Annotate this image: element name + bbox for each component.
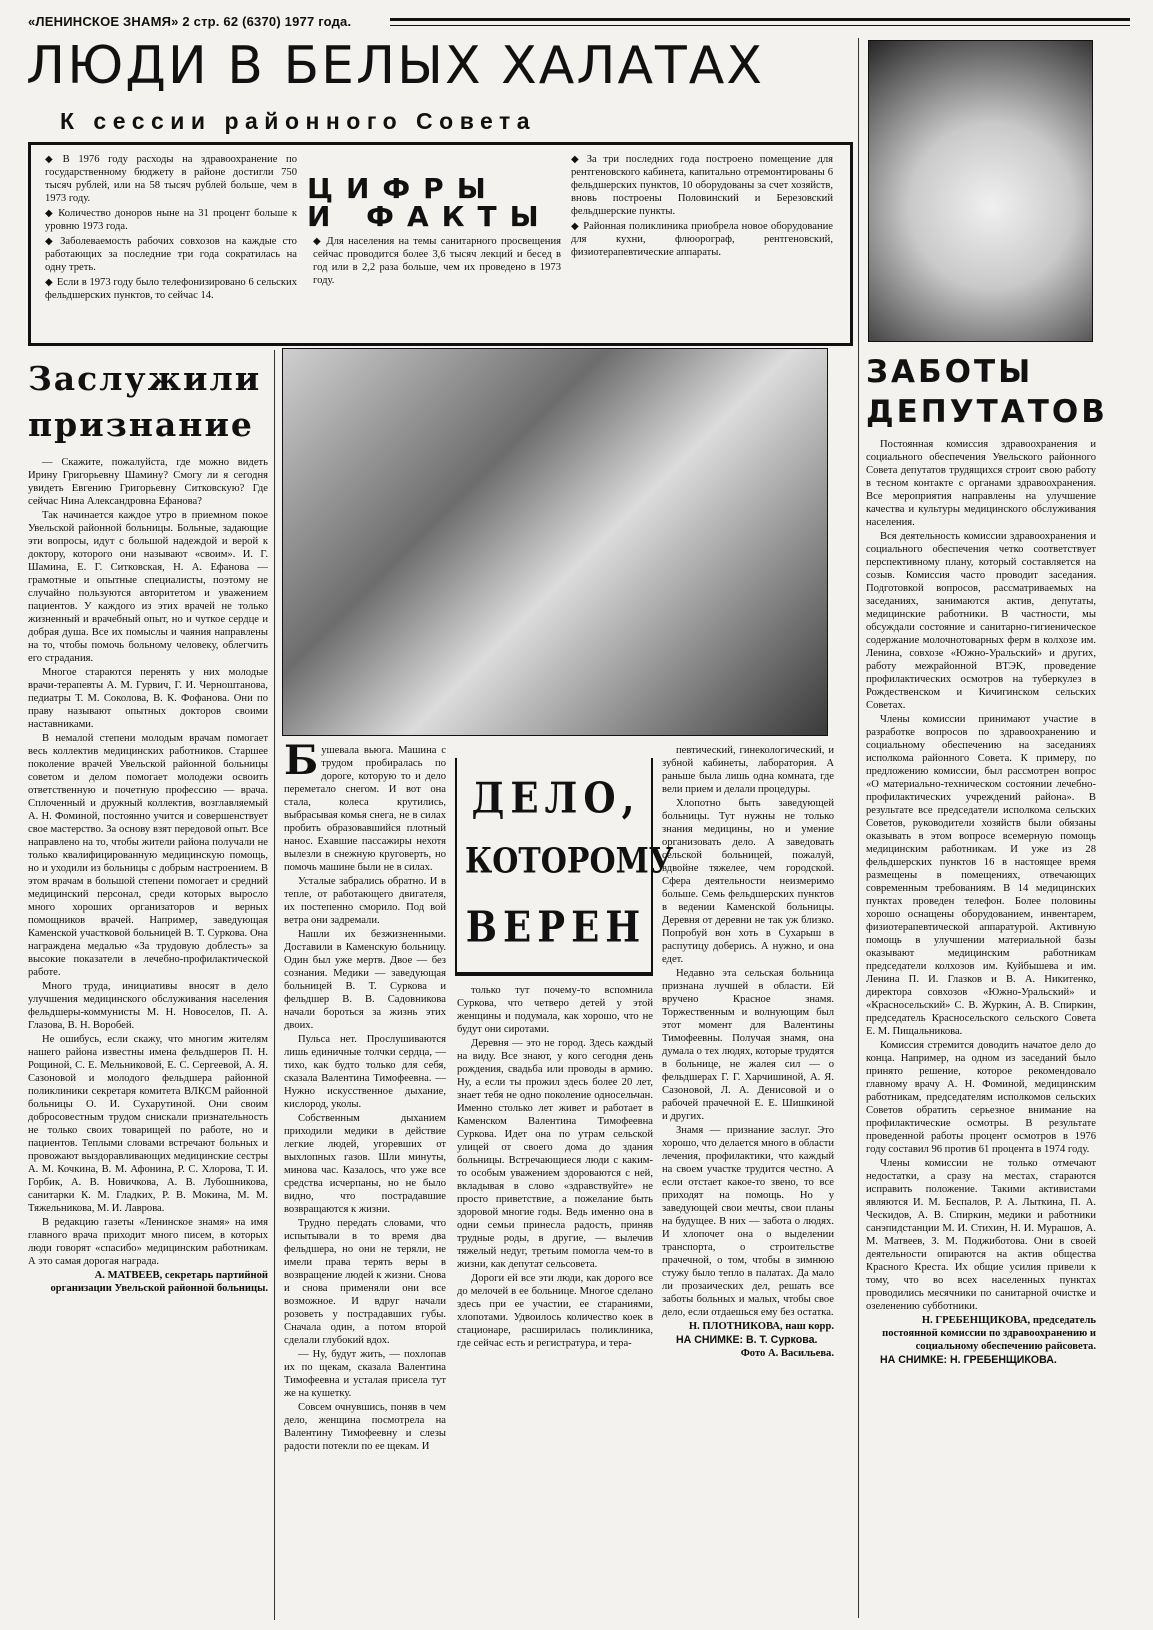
article-recognition-body: — Скажите, пожалуйста, где можно видеть Ирину Григорьевну Шамину? Смогу ли я сегодня увидеть Евгению Григорьевну Ситковскую? Где сейчас Нина Александровна Ефанова? Так начинается каждое утро в приемном покое Увельской районной больницы. Больные, задающие эти вопросы, идут с большой надеждой и верой к доктору, которого они называют «своим». И. Г. Шамина, Е. Г. Ситковская, Н. А. Ефанова — грамотные и опытные специалисты, поэтому не случайно пользуются авторитетом и уважением пациентов. У каждого из этих врачей не только жизненный и врачебный опыт, но и чуткое сердце и добрая душа. Все их помыслы и чаяния направлены на то, чтобы помочь больному человеку, облегчить его страдания. Многое стараются перенять у них молодые врачи-терапевты А. М. Гурвич, Г. И. Черноштанова, педиатры Т. М. Соколова, В. К. Фофанова. Они по праву называют опытных докторов своими наставниками. В немалой степени молодым врачам помогает весь коллектив медицинских работников. Старшее поколение врачей Увельской районной больницы советом и делом помогает молодежи освоить ответственную и почетную профессию — врача. Сплоченный и дружный коллектив, возглавляемый А. Н. Фоминой, постоянно учится и совершенствует свое мастерство. За основу взят передовой опыт. Все направлено на то, чтобы жители района получали не только квалифицированную медицинскую помощь, но и уходили из больницы с добрым настроением. В этом врачам в большой степени помогает и средний медицинский персонал, среди которых выросло много хороших организаторов и верных помощников врачей. Например, заведующая Каменской участковой больницей В. Т. Суркова. Она награждена медалью «За трудовую доблесть» за высокие показатели в лечебно-профилактической работе. Много труда, инициативы вносят в дело улучшения медицинского обслуживания населения фельдшеры-коммунисты М. Н. Новоселов, П. А. Глазова, В. Н. Воробей. Не ошибусь, если скажу, что многим жителям нашего района известны имена фельдшеров П. Н. Рощиной, С. Е. Мельниковой, Е. С. Сергеевой, А. Я. Сазоновой и молодого фельдшера районной поликлиники секретаря комитета ВЛКСМ районной больницы О. И. Сухарутиной. Они своим добросовестным трудом снискали признательность не только своих товарищей по работе, но и пациентов. Теплыми словами встречают больных и провожают выздоравливающих медицинские сестры А. М. Кочкина, В. М. Афонина, Р. С. Хлорова, Т. И. Горбик, А. В. Новичкова, А. В. Лубошникова, санитарки К. М. Гладких, Р. В. Мокина, М. М. Тяжельникова, М. И. Лаврова. В редакцию газеты «Ленинское знамя» на имя главного врача приходит много писем, в которых люди говорят «спасибо» медицинским работникам. А это самая дорогая награда. А. МАТВЕЕВ, секретарь партийной организации Увельской районной больницы.: [28, 457, 268, 1294]
facts-box: [28, 142, 853, 346]
portrait-photo: [868, 40, 1093, 342]
session-heading: К сессии районного Совета: [60, 108, 537, 134]
article-title-deputies: ЗАБОТЫ ДЕПУТАТОВ: [866, 354, 1108, 430]
signature: Н. ПЛОТНИКОВА, наш корр.: [688, 1321, 834, 1332]
column-divider: [858, 38, 859, 1618]
fact-item: ◆ Количество доноров ныне на 31 процент больше к уровню 1973 года.: [45, 208, 297, 232]
article-devoted-title: ДЕЛО, КОТОРОМУ ВЕРЕН: [465, 772, 674, 952]
facts-heading-line1: ЦИФРЫ: [307, 172, 499, 205]
fact-item: ◆ Районная поликлиника приобрела новое оборудование для кухни, флюорограф, рентгеновский, физиотерапевтические аппараты.: [571, 221, 833, 258]
diamond-icon: ◆: [571, 154, 583, 165]
facts-column-right: [571, 153, 833, 343]
masthead: «ЛЕНИНСКОЕ ЗНАМЯ» 2 стр. 62 (6370) 1977 года.: [28, 14, 352, 29]
diamond-icon: ◆: [571, 221, 580, 232]
main-photo: [282, 348, 828, 736]
article-devoted-col2: только тут почему-то вспомнила Суркова, что четверо детей у этой женщины и подумала, как хорошо, что не будут они сиротами. Деревня — это не город. Здесь каждый на виду. Все знают, у кого сегодня день рождения, свадьба или проводы в армию. Ну, а если ты прожил здесь более 20 лет, знает тебя не одно поколение односельчан. Именно столько лет живет и работает в Каменском Валентина Тимофеевна Суркова. Идет она по утрам сельской улицей от своего дома до здания больницы. Встречающиеся люди с каким-то особым уважением здороваются с ней, вкладывая в слово «здравствуйте» не просто приветствие, а пожелание быть здоровой многие годы. Ведь именно она в одни семьи принесла радость, приняв трудные роды, в другие, — вылечив тяжелый недуг, третьим помогла чем-то в жизни, как депутат сельсовета. Дороги ей все эти люди, как дорого все до мелочей в ее больнице. Многое сделано здесь при ее участии, ее стараниями, хлопотами. Удвоилось количество коек в стационаре, расширилась поликлиника, где сейчас есть и регистратура, и тера-: [457, 985, 653, 1349]
facts-heading-line2: И ФАКТЫ: [307, 200, 552, 233]
diamond-icon: ◆: [45, 154, 59, 165]
header-rule: [390, 18, 1130, 26]
drop-cap: Б: [284, 744, 319, 784]
article-deputies-body: Постоянная комиссия здравоохранения и социального обеспечения Увельского районного Совета депутатов трудящихся строит свою работу в тесном контакте с органами здравоохранения. Все мероприятия направлены на улучшение качества и культуры медицинского обслуживания населения. Вся деятельность комиссии здравоохранения и социального обеспечения четко соответствует перспективному плану, который составляется на созыв. Комиссия часто проводит заседания. Подготовкой вопросов, рассматриваемых на заседаниях, занимаются актив, депутаты, медицинские работники. В частности, мы обсуждали состояние и санитарно-гигиеническое содержание молочнотоварных ферм в колхозе им. Ленина, совхозе «Южно-Уральский» и других, работу межрайонной ВТЭК, проведение профилактических осмотров на туберкулез в Рождественском и Кичигинском сельских Советах. Члены комиссии принимают участие в разработке вопросов по здравоохранению и социальному обеспечению на заседаниях исполкома районного Совета. К примеру, по предложению комиссии, был рассмотрен вопрос «О материально-техническом состоянии лечебно-профилактических учреждений района». В результате все председатели исполкома сельских Советов, руководители хозяйств были обязаны оказывать в этом вопросе всемерную помощь медицинским работникам. И уже из 28 фельдшерских пунктов 16 в настоящее время размещены в помещениях, отвечающих современным требованиям. В 14 медицинских пунктах проведен телефон. Более половины хорошо оснащены оборудованием, инвентарем, физиотерапевтической аппаратурой. Активную помощь в улучшении материальной базы оказывают медицинским работникам председатели колхозов им. Куйбышева и им. Ленина П. И. Глазков и В. А. Никитенко, директора совхозов «Южно-Уральский» и «Красносельский» С. В. Журкин, А. В. Спиркин, председатель Красносельского сельского Совета Е. М. Пищальникова. Комиссия стремится доводить начатое дело до конца. Например, на одном из заседаний было принято решение, которое рекомендовало главному врачу А. Н. Фоминой, медицинским работникам, председателям исполкомов сельских Советов обратить серьезное внимание на профилактические осмотры. В результате проведенной работы процент осмотров в 1976 году составил 96 против 61 процента в 1974 году. Члены комиссии не только отмечают недостатки, а сразу на местах, стараются исправить положение. Такими активистами являются И. М. Беспалов, Р. А. Лыткина, П. А. Ческидов, А. В. Спиркин, медики и работники санэпидстанции М. И. Стихин, Н. И. Мурашов, А. М. Матвеев, З. М. Поджиботова. Они в своей деятельности опираются на актив общества Красного Креста. Их общие усилия привели к тому, что во всех населенных пунктах проводились месячники по санитарной очистке и озеленению субботники. Н. ГРЕБЕНЩИКОВА, председатель постоянной комиссии по здравоохранению и социальному обеспечению райсовета. НА СНИМКЕ: Н. ГРЕБЕНЩИКОВА.: [866, 439, 1096, 1366]
fact-item: ◆ Если в 1973 году было телефонизировано 6 сельских фельдшерских пунктов, то сейчас 14.: [45, 277, 297, 301]
fact-item: ◆ В 1976 году расходы на здравоохранение по государственному бюджету в районе достигли 750 тысяч рублей, или на 58 тысяч рублей больше, чем в 1973 году.: [45, 154, 297, 204]
photo-credit: Фото А. Васильева.: [740, 1348, 834, 1359]
page-title: ЛЮДИ В БЕЛЫХ ХАЛАТАХ: [26, 36, 764, 96]
article-title-recognition: Заслужили признание: [28, 359, 262, 444]
facts-heading: [307, 172, 552, 233]
fact-item: ◆ Для населения на темы санитарного просвещения сейчас проводится более 3,6 тысяч лекций и бесед в год или в 2,2 раза больше, чем их проведено в 1973 году.: [313, 236, 561, 286]
fact-item: ◆ За три последних года построено помещение для рентгеновского кабинета, капитально отремонтированы 6 фельдшерских пунктов, 10 оборудованы за счет хозяйств, вновь построены Половинский и Березовский фельдшерские пункты.: [571, 154, 833, 217]
diamond-icon: ◆: [313, 236, 323, 247]
diamond-icon: ◆: [45, 277, 53, 288]
diamond-icon: ◆: [45, 208, 55, 219]
diamond-icon: ◆: [45, 236, 57, 247]
facts-column-middle: [313, 235, 561, 343]
fact-item: ◆ Заболеваемость рабочих совхозов на каждые сто работающих за последние три года сократилась на одну треть.: [45, 236, 297, 273]
signature: Н. ГРЕБЕНЩИКОВА, председатель постоянной комиссии по здравоохранению и социальному обеспечению райсовета.: [882, 1315, 1096, 1352]
signature: А. МАТВЕЕВ, секретарь партийной организации Увельской районной больницы.: [50, 1270, 268, 1294]
article-devoted-col1: Бушевала вьюга. Машина с трудом пробиралась по дороге, которую то и дело переметало снегом. И вот она стала, колеса крутились, выбрасывая комья снега, не в силах пробить образовавшийся плотный нанос. Ехавшие пассажиры нехотя вылезли в снежную круговерть, но помочь машине были не в силах. Усталые забрались обратно. И в тепле, от работающего двигателя, их постепенно сморило. Под вой ветра они задремали. Нашли их безжизненными. Доставили в Каменскую больницу. Один был уже мертв. Двое — без сознания. Медики — заведующая больницей В. Т. Суркова и фельдшер В. В. Садовникова начали бороться за жизнь этих двоих. Пульса нет. Прослушиваются лишь единичные толчки сердца, — тихо, как будто только для себя, сказала Валентина Тимофеевна. — Нужно искусственное дыхание, кислород, уколы. Собственным дыханием приходили медики в действие легкие людей, угоревших от выхлопных газов. Шли минуты, минова час. Казалось, что уже все средства исчерпаны, но не было видно, что пострадавшие возвращаются к жизни. Трудно передать словами, что испытывали в то время два фельдшера, но они не теряли, не имели права терять веры в возвращение людей к жизни. Снова и снова применяли они все возможное. И вдруг начали розоветь у пострадавших губы. Сначала один, а потом второй сделали глубокий вдох. — Ну, будут жить, — похлопав их по щекам, сказала Валентина Тимофеевна и усталая присела тут же на кушетку. Совсем очнувшись, поняв в чем дело, женщина посмотрела на Валентину Тимофеевну и слезы радости потекли по ее щекам. И: [284, 744, 446, 1452]
photo-caption: НА СНИМКЕ: В. Т. Суркова.: [676, 1334, 818, 1346]
photo-caption: НА СНИМКЕ: Н. ГРЕБЕНЩИКОВА.: [880, 1354, 1057, 1366]
column-divider: [274, 350, 275, 1620]
article-devoted-title-frame: [455, 758, 674, 976]
facts-column-left: [45, 153, 297, 343]
article-devoted-col3: певтический, гинекологический, и зубной кабинеты, лаборатория. А раньше была лишь одна комната, где вели прием и делали процедуры. Хлопотно быть заведующей больницы. Тут нужны не только знания медицины, но и умение организовать дело. А заведовать сельской больницей, пожалуй, вдвойне тяжелее, чем городской. Сфера деятельности неизмеримо больше. Семь фельдшерских пунктов в ведении Каменской больницы. Деревня от деревни не так уж близко. Попробуй вон хоть в Сухарыш в распутицу доберись. А нужно, и она едет. Недавно эта сельская больница признана лучшей в области. Ей вручено Красное знамя. Торжественным и волнующим был этот момент для Валентины Тимофеевны. Получая знамя, она думала о тех людях, которые трудятся в больнице, не жалея сил — о фельдшерах Г. Г. Харчишиной, А. Я. Сазоновой, Л. А. Денисовой и о рабочей прачечной Е. Е. Шишкиной и других. Знамя — признание заслуг. Это хорошо, что делается много в области лечения, профилактики, что каждый на своем участке трудится честно. А если отстает какое-то звено, то все приходят на помощь. Но у заведующей свои мечты, свои планы на будущее. В них — забота о людях. И хлопочет она о выделении транспорта, о строительстве прачечной, о том, чтобы в зимнюю стужу было тепло в палатах. Да мало ли прозаических дел, решать все заботы больных и малых, чтобы свое дело, если отдаешься ему без остатка. Н. ПЛОТНИКОВА, наш корр. НА СНИМКЕ: В. Т. Суркова. Фото А. Васильева.: [662, 745, 834, 1359]
